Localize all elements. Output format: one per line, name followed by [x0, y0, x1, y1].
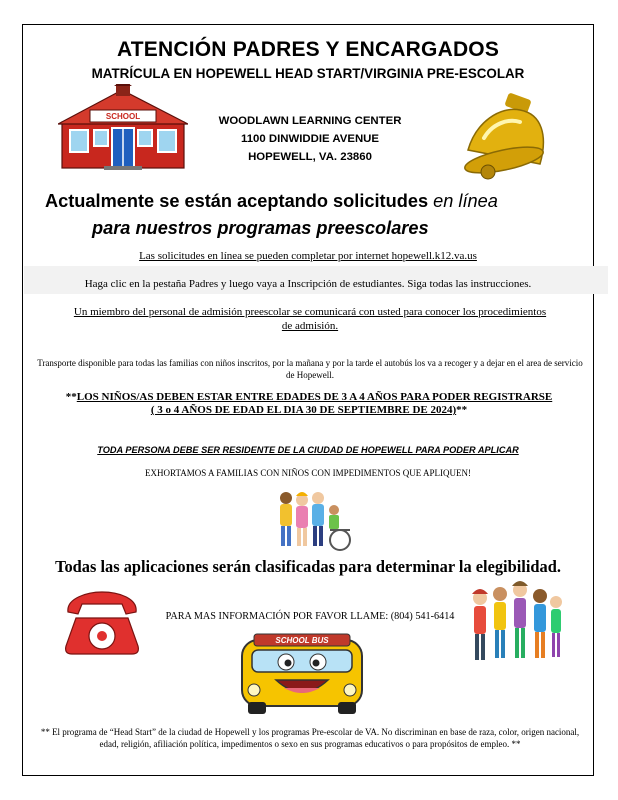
- center-city: HOPEWELL, VA. 23860: [248, 151, 372, 163]
- headline-line-2: para nuestros programas preescolares: [92, 218, 429, 238]
- age-suffix: **: [456, 404, 468, 416]
- transport-note: Transporte disponible para todas las familias con niños inscritos, por la mañana y por la tarde el autobús los va a recoger y a dejar en el area de servicio de Hopewell.: [37, 358, 583, 380]
- age-requirement-line-2: ( 3 o 4 AÑOS DE EDAD EL DIA 30 DE SEPTIEMBRE DE 2024): [150, 404, 457, 416]
- online-application-note: Las solicitudes en línea se pueden completar por internet hopewell.k12.va.us: [139, 250, 477, 262]
- headline-italic-text: en línea: [433, 191, 498, 211]
- bus-sign-text: SCHOOL BUS: [275, 636, 329, 645]
- non-discrimination-note: ** El programa de “Head Start” de la ciudad de Hopewell y los programas Pre-escolar de VA. No discriminan en base de raza, color, origen nacional, edad, religión, afiliación política, impedimentos o sexo en sus programas educativos o para propósitos de empleo. **: [40, 727, 580, 749]
- eligibility-note: Todas las aplicaciones serán clasificadas para determinar la elegibilidad.: [55, 557, 561, 576]
- telephone-icon: [60, 590, 144, 656]
- school-house-icon: [58, 84, 188, 170]
- children-group-icon: [272, 488, 358, 552]
- admission-note: Un miembro del personal de admisión preescolar se comunicará con usted para conocer los procedimientos de admisión.: [73, 306, 547, 332]
- headline-upright-text: Actualmente se están aceptando solicitudes: [45, 191, 434, 211]
- school-bus-icon: [232, 632, 372, 716]
- age-requirement: [26, 391, 592, 417]
- age-prefix: **: [65, 391, 77, 403]
- disability-note: EXHORTAMOS A FAMILIAS CON NIÑOS CON IMPEDIMENTOS QUE APLIQUEN!: [145, 468, 471, 478]
- flyer-title: ATENCIÓN PADRES Y ENCARGADOS: [116, 38, 500, 61]
- headline-line-1: [45, 191, 585, 212]
- bell-icon: [448, 92, 558, 180]
- age-requirement-line-1: LOS NIÑOS/AS DEBEN ESTAR ENTRE EDADES DE 3 A 4 AÑOS PARA PODER REGISTRARSE: [76, 391, 553, 403]
- residency-note: TODA PERSONA DEBE SER RESIDENTE DE LA CIUDAD DE HOPEWELL PARA PODER APLICAR: [97, 445, 519, 455]
- cheering-children-icon: [466, 578, 566, 674]
- center-name: WOODLAWN LEARNING CENTER: [218, 115, 402, 127]
- school-sign-text: SCHOOL: [105, 112, 141, 121]
- instructions-text: Haga clic en la pestaña Padres y luego vaya a Inscripción de estudiantes. Siga todas las instrucciones.: [84, 278, 532, 290]
- center-street: 1100 DINWIDDIE AVENUE: [241, 133, 379, 145]
- flyer-subtitle: MATRÍCULA EN HOPEWELL HEAD START/VIRGINIA PRE-ESCOLAR: [91, 66, 525, 81]
- contact-phone: PARA MAS INFORMACIÓN POR FAVOR LLAME: (804) 541-6414: [165, 611, 455, 622]
